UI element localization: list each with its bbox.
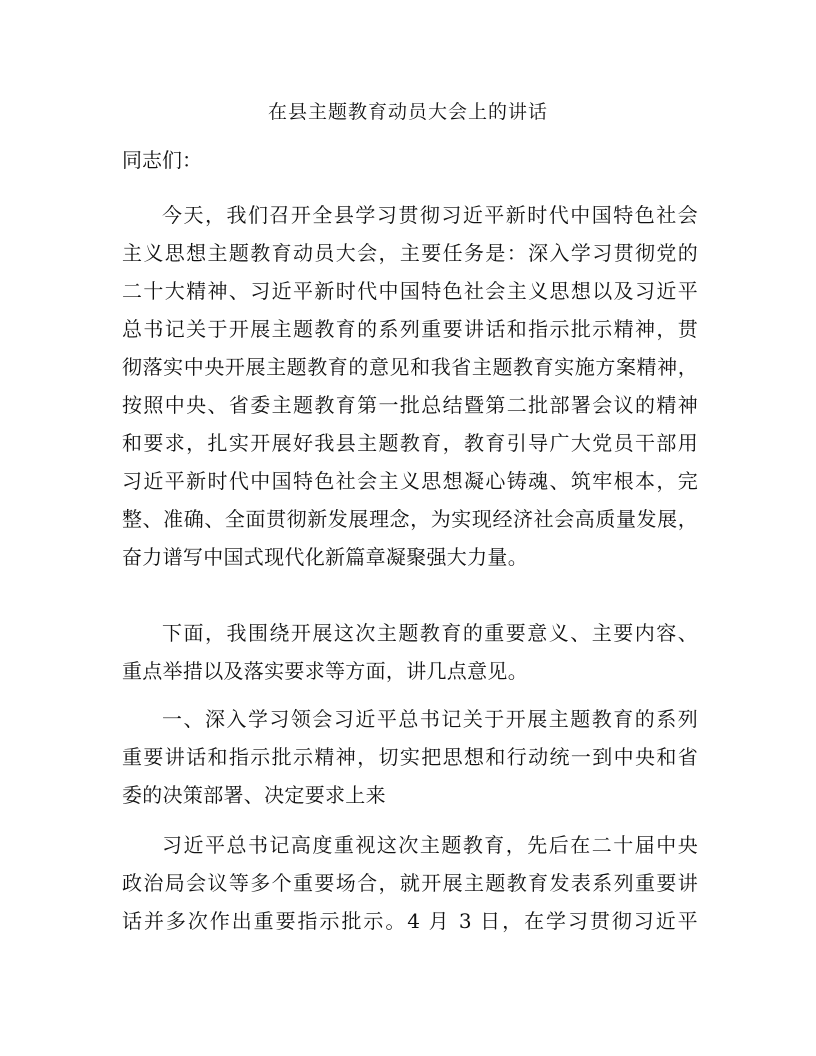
paragraph-line: 一、深入学习领会习近平总书记关于开展主题教育的系列 bbox=[162, 707, 698, 731]
paragraph-line: 习近平新时代中国特色社会主义思想凝心铸魂、筑牢根本，完 bbox=[122, 469, 698, 493]
paragraph-line: 二十大精神、习近平新时代中国特色社会主义思想以及习近平 bbox=[122, 279, 698, 303]
salutation: 同志们： bbox=[122, 148, 202, 172]
paragraph-line: 按照中央、省委主题教育第一批总结暨第二批部署会议的精神 bbox=[122, 393, 698, 417]
paragraph-section-one-body bbox=[122, 826, 698, 940]
paragraph-outline bbox=[122, 614, 698, 690]
paragraph-line: 政治局会议等多个重要场合，就开展主题教育发表系列重要讲 bbox=[122, 871, 698, 895]
section-heading-one bbox=[122, 700, 698, 814]
paragraph-line: 整、准确、全面贯彻新发展理念，为实现经济社会高质量发展， bbox=[122, 507, 698, 531]
document-title: 在县主题教育动员大会上的讲话 bbox=[267, 101, 548, 123]
paragraph-line: 彻落实中央开展主题教育的意见和我省主题教育实施方案精神， bbox=[122, 355, 698, 379]
paragraph-line: 话并多次作出重要指示批示。4 月 3 日，在学习贯彻习近平 bbox=[122, 909, 698, 933]
paragraph-line: 下面，我围绕开展这次主题教育的重要意义、主要内容、 bbox=[162, 621, 698, 645]
paragraph-line: 重要讲话和指示批示精神，切实把思想和行动统一到中央和省 bbox=[122, 745, 698, 769]
paragraph-line: 和要求，扎实开展好我县主题教育，教育引导广大党员干部用 bbox=[122, 431, 698, 455]
paragraph-line: 总书记关于开展主题教育的系列重要讲话和指示批示精神，贯 bbox=[122, 317, 698, 341]
paragraph-line: 委的决策部署、决定要求上来 bbox=[122, 783, 386, 807]
paragraph-line: 今天，我们召开全县学习贯彻习近平新时代中国特色社会 bbox=[162, 203, 698, 227]
paragraph-line: 重点举措以及落实要求等方面，讲几点意见。 bbox=[122, 659, 528, 683]
paragraph-line: 主义思想主题教育动员大会，主要任务是：深入学习贯彻党的 bbox=[122, 241, 698, 265]
paragraph-opening bbox=[122, 196, 698, 576]
paragraph-line: 习近平总书记高度重视这次主题教育，先后在二十届中央 bbox=[162, 833, 698, 857]
paragraph-line: 奋力谱写中国式现代化新篇章凝聚强大力量。 bbox=[122, 545, 528, 569]
